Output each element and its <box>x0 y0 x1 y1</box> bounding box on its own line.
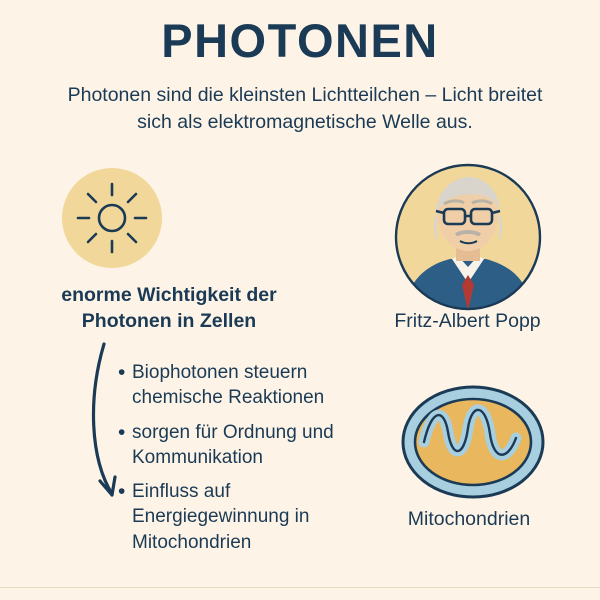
portrait-illustration <box>394 163 542 311</box>
mitochondrion-label: Mitochondrien <box>407 508 531 530</box>
sun-icon <box>76 182 148 254</box>
bullet-list <box>118 360 378 564</box>
mitochondrion-svg <box>398 382 548 502</box>
portrait-label: Fritz-Albert Popp <box>394 310 541 332</box>
divider <box>0 587 600 588</box>
page-subtitle: Photonen sind die kleinsten Lichtteilchen – Licht breitet sich als elektromagnetische Welle aus. <box>67 84 543 133</box>
bullet-text: Einfluss auf Energiegewinnung in Mitochondrien <box>132 481 310 553</box>
page-title: PHOTONEN <box>161 14 439 67</box>
bullet-marker: • <box>118 361 126 384</box>
bullet-marker: • <box>118 420 126 444</box>
bullet-text: sorgen für Ordnung und Kommunikation <box>132 421 334 468</box>
portrait-svg <box>394 163 542 311</box>
sun-badge <box>62 168 162 268</box>
list-item <box>118 420 378 471</box>
mitochondrion-illustration <box>398 382 548 502</box>
left-section-heading: enorme Wichtigkeit der Photonen in Zellen <box>61 284 277 332</box>
bullet-text: Biophotonen steuern chemische Reaktionen <box>132 362 325 409</box>
list-item <box>118 360 378 411</box>
list-item <box>118 479 378 555</box>
bullet-marker: • <box>118 480 126 504</box>
